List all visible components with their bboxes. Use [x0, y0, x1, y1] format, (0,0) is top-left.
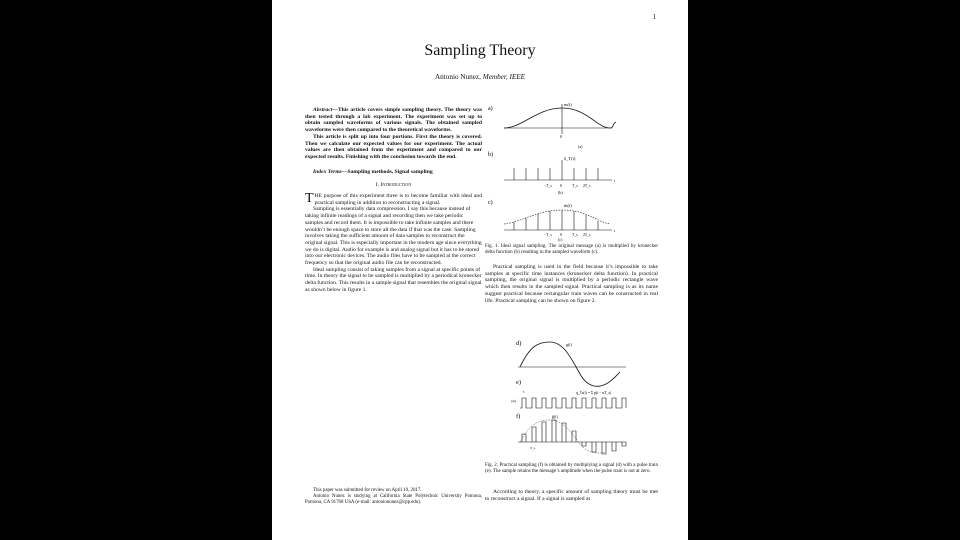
fig1-label-a: a): [488, 106, 493, 112]
abstract-p1: [305, 107, 482, 134]
footnote-p1: This paper was submitted for review on April 10, 2017.: [313, 488, 422, 493]
right-p1: Practical sampling is used in the field because it’s impossible to take samples at specific time instances (kronecker delta function). In practical sampling, the original signal is multiplied by a periodic rectangle wave which then results in the sampled signal. Practical sampling is as its name suggest practical because rectangular train waves can be constructed in real life. Practical sampling can be shown on figure 2.: [485, 264, 658, 304]
fig1-sub-c: (c): [558, 237, 563, 242]
fig1-t-c: t: [614, 228, 616, 233]
page-number: 1: [652, 13, 656, 21]
fig2-label-e: e): [516, 379, 522, 386]
fig2-label-f: f): [516, 413, 521, 420]
fig1-impulses: [514, 160, 598, 180]
author-name: Antonio Nunez,: [434, 73, 483, 81]
paper-page: [272, 0, 688, 540]
fig2-tau: τ: [523, 389, 525, 394]
fig2-caption: Fig. 2. Practical sampling (f) is obtained by multiplying a signal (d) with a pulse train (e). The sample retains the message’s amplitude when the pulse train is not at zero.: [485, 463, 658, 474]
fig1-label-c: c): [488, 200, 493, 206]
left-column: [305, 107, 482, 294]
fig1-tick-zero-c: 0: [560, 233, 562, 237]
conclusion-p1: According to theory, a specific amount of sampling theory must be met to reconstruct a signal. If a signal is sampled at: [485, 489, 658, 502]
fig1-tick-2ts-c: 2T_s: [583, 233, 591, 237]
fig2-sampled-pulses: [522, 420, 626, 454]
intro-p1: [305, 193, 482, 206]
fig2-pulse-train: [520, 398, 626, 408]
drop-cap: T: [305, 191, 314, 207]
fig2-pt: p(t): [511, 399, 517, 403]
fig1-signal-b: δ_T(t): [564, 156, 576, 161]
fig1-tick-ts: T_s: [572, 184, 578, 188]
footnote: [305, 488, 482, 506]
fig2-signal-d-curve: [520, 342, 620, 386]
paper-title: Sampling Theory: [424, 42, 536, 59]
fig1-tick-zero: 0: [560, 184, 562, 188]
section-number: I.: [375, 182, 381, 189]
fig1-zero-a: 0: [560, 134, 562, 139]
conclusion-start: [485, 489, 658, 502]
fig1-samples: [514, 210, 598, 230]
fig2-ts: T_s: [530, 446, 536, 450]
index-terms-label: Index Terms: [313, 168, 342, 175]
intro-p2: Sampling is essentially data compression. I say this because instead of taking infinite readings of a signal and recording then we take periodic samples and record them. It is impossible to take infinite samples and there wouldn’t be enough space to store all the data if that was the case. Sampling involves taking the sufficient amount of data samples to reconstruct the original signal. This is especially important in the modern age since everything we do is digital. Audio for example is and analog signal but it has to be stored into our electronic devices. The audio files have to be sampled at the correct frequency so that the original audio file can be reconstructed.: [305, 206, 482, 267]
intro-body: [305, 193, 482, 294]
index-terms-text: —Sampling methods, Signal sampling: [341, 168, 433, 175]
author-line: [272, 73, 688, 81]
fig1-label-b: b): [488, 152, 493, 158]
fig2-signal-d: g(t): [566, 342, 572, 347]
fig1-sub-a: (a): [578, 144, 583, 149]
index-terms: [305, 169, 482, 176]
section-title: Introduction: [380, 182, 412, 189]
intro-text-1: HE purpose of this experiment three is to become familiar with ideal and practical sampling in addition to reconstructing a signal.: [314, 193, 482, 206]
fig1-signal-c-envelope: [504, 210, 610, 224]
fig1-caption: Fig. 1. Ideal signal sampling. The original message (a) is multiplied by kronecker delta function (b) resulting in the sampled waveform (c).: [485, 244, 658, 255]
abstract-p2: This article is split up into four portions. First the theory is covered. Then we calculate our expected values for our experiment. The actual values are then obtained from the experiment and compared to our expected results. Finishing with the conclusion towards the end.: [305, 133, 482, 160]
fig1-tick-2ts: 2T_s: [583, 184, 591, 188]
fig1-tick-neg: −T_s: [544, 184, 552, 188]
fig1-signal-a-curve: [504, 108, 616, 128]
footnote-p2: Antonio Nunez is studying at California State Polytechnic University Pomona, Pomona, CA 91768 USA (e-mail: antonionunez@cpp.edu).: [305, 494, 482, 505]
fig1-signal-c: m̄(t): [564, 203, 572, 208]
intro-p3: Ideal sampling consist of taking samples from a signal at specific points of time. In theory the signal to be sampled is multiplied by a periodical kronecker delta function. This results in a sample signal that resembles the original signal as shown below in figure 1.: [305, 266, 482, 293]
fig1-t-b: t: [614, 178, 616, 183]
fig2-signal-e: q_Ts(t) = Σ p(t − nT_s): [576, 391, 612, 395]
figure-1: [482, 100, 662, 242]
right-text: [485, 264, 658, 304]
abstract-label: Abstract: [313, 107, 333, 113]
fig1-tick-neg-c: −T_s: [544, 233, 552, 237]
author-role: Member, IEEE: [482, 73, 526, 81]
abstract-text-1: —This article covers simple sampling theory. The theory was then tested through a lab experiment. The experiment was set up to obtain sampled waveforms of various signals. The obtained sampled waveforms were then compared to the theoretical waveforms.: [305, 107, 482, 134]
section-heading: [305, 182, 482, 189]
fig1-sub-b: (b): [558, 190, 563, 195]
fig2-label-d: d): [516, 340, 522, 347]
figure-2: [508, 336, 638, 458]
fig1-tick-ts-c: T_s: [572, 233, 578, 237]
fig2-signal-f: ğ(t): [552, 414, 558, 419]
fig1-signal-a: m(t): [564, 102, 572, 107]
